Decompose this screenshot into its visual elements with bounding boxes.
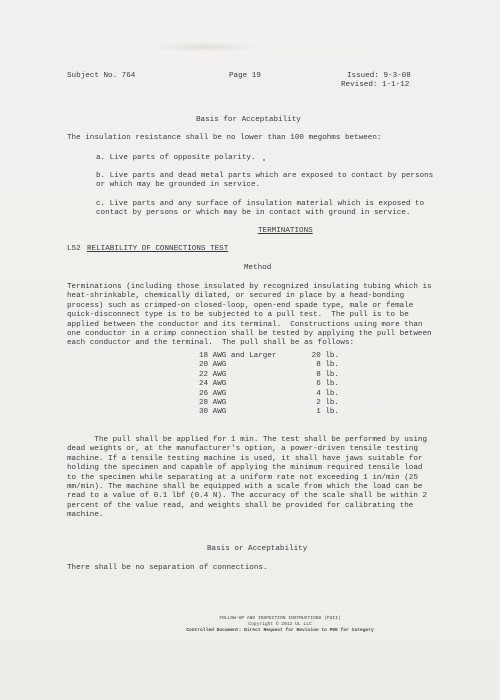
pull-force: 20 lb. bbox=[311, 352, 339, 360]
pull-table-row bbox=[199, 408, 339, 417]
wire-size: 18 AWG and Larger bbox=[199, 352, 277, 360]
pull-table-row bbox=[199, 390, 339, 399]
pull-force: 6 lb. bbox=[316, 380, 339, 389]
footer-controlled: Controlled Document: Direct Request for Revision to PDE for Category bbox=[186, 628, 374, 633]
pull-text: The pull shall be applied for 1 min. The test shall be performed by using dead weights or, at the manufacturer's option, a power-driven tensile testing machine. If a tensile testing machine is used, it shall have jaws suitable for holding the specimen and capable of applying the minimum required tensile load to the specimen while separating at a uniform rate not exceeding 1 in/min (25 mm/min). The machine shall be equipped with a scale from which the load can be read to a value of 0.1 lbf (0.4 N). The accuracy of the scale shall be within 2 percent of the value read, and weights shall be provided for calibrating the machine. bbox=[67, 436, 428, 520]
pull-force: 1 lb. bbox=[316, 408, 339, 417]
test-number: L52 bbox=[67, 245, 81, 253]
pull-table-row bbox=[199, 371, 339, 380]
revised-date: Revised: 1-1-12 bbox=[341, 81, 410, 89]
pull-force-table bbox=[199, 352, 339, 418]
stray-mark bbox=[263, 159, 265, 161]
wire-size: 24 AWG bbox=[199, 380, 227, 389]
subject-number: Subject No. 764 bbox=[67, 72, 136, 80]
pull-force: 2 lb. bbox=[316, 399, 339, 408]
wire-size: 22 AWG bbox=[199, 370, 227, 379]
pull-table-row bbox=[199, 399, 339, 408]
method-text: Terminations (including those insulated by recognized insulating tubing which is heat-shrinkable, chemically dilated, or secured in place by a head-bonding process) such as crimped-on closed-loop, open-end spade type, male or female quick-disconnect type is to be subjected to a pull test. The pull is to be applied between the conductor and its terminal. Constructions using more than one conductor in a crimp connection shall be tested by applying the pull between each conductor and the terminal. The pull shall be as follows: bbox=[67, 283, 432, 348]
pull-table-row bbox=[199, 352, 339, 361]
pull-table-row bbox=[199, 380, 339, 389]
footer-copyright: Copyright © 2012 UL LLC bbox=[248, 622, 312, 627]
page-number: Page 19 bbox=[229, 72, 261, 80]
pull-force: 4 lb. bbox=[316, 389, 339, 398]
insulation-intro: The insulation resistance shall be no lower than 100 megohms between: bbox=[67, 134, 382, 142]
item-a: a. Live parts of opposite polarity. bbox=[96, 154, 256, 162]
terminations-heading: TERMINATIONS bbox=[258, 227, 313, 235]
item-c: c. Live parts and any surface of insulation material which is exposed to contact by persons or which may be in contact with ground in service. bbox=[96, 200, 425, 218]
basis-acceptability-text: There shall be no separation of connections. bbox=[67, 564, 268, 572]
basis-heading: Basis for Acceptability bbox=[196, 116, 301, 124]
method-heading: Method bbox=[244, 264, 272, 272]
wire-size: 20 AWG bbox=[199, 361, 227, 370]
pull-force: 8 lb. bbox=[316, 361, 339, 370]
pull-table-row bbox=[199, 361, 339, 370]
pull-force: 8 lb. bbox=[316, 370, 339, 379]
item-b: b. Live parts and dead metal parts which are exposed to contact by persons or which may be grounded in service. bbox=[96, 172, 434, 190]
wire-size: 28 AWG bbox=[199, 399, 227, 408]
wire-size: 30 AWG bbox=[199, 408, 227, 417]
footer-title: FOLLOW-UP AND INSPECTION INSTRUCTIONS (FUII) bbox=[219, 616, 341, 621]
basis-acceptability-heading: Basis or Acceptability bbox=[207, 545, 308, 553]
scan-smudge bbox=[150, 42, 260, 52]
wire-size: 26 AWG bbox=[199, 389, 227, 398]
issued-date: Issued: 9-3-08 bbox=[347, 72, 411, 80]
test-title: RELIABILITY OF CONNECTIONS TEST bbox=[87, 245, 229, 253]
